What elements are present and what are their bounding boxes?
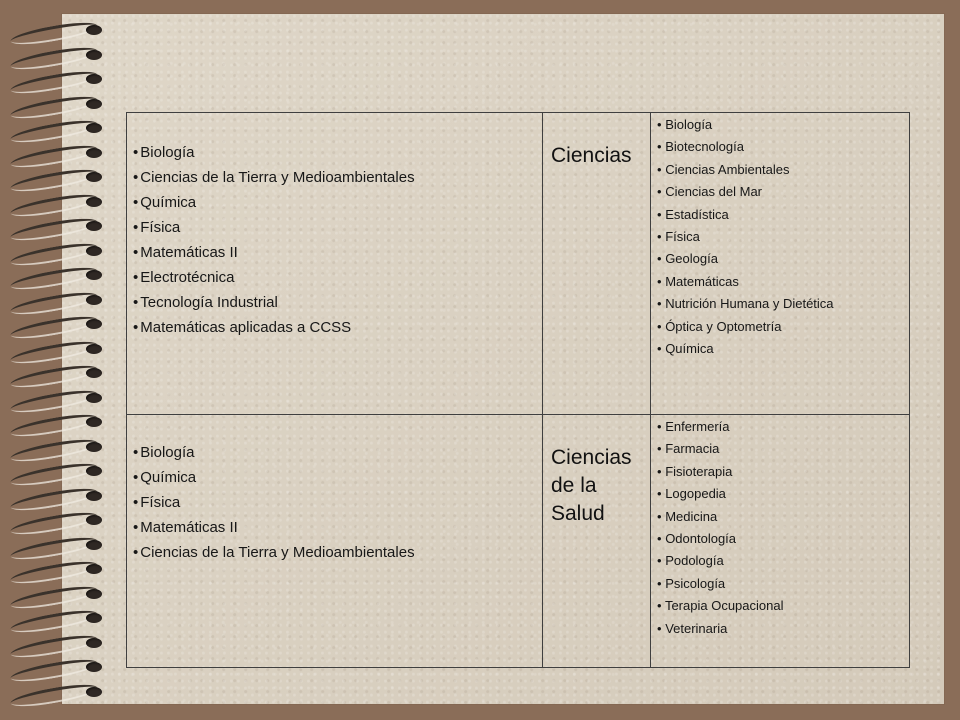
binding-wire [9,655,98,685]
binding-wire [9,141,98,171]
bullet-icon: • [657,184,662,200]
bullet-icon: • [133,544,139,561]
binding-wire [9,435,98,465]
row-1-degrees [657,114,834,360]
punch-hole [86,466,102,476]
binding-ring [8,610,108,628]
degree-item [657,528,783,550]
punch-hole [86,442,102,452]
bullet-icon: • [657,117,662,132]
degree-label: Ciencias Ambientales [665,161,790,177]
degree-label: Logopedia [665,486,726,502]
subject-label: Matemáticas II [140,244,238,261]
row-divider [127,414,909,415]
subject-item [133,290,415,315]
bullet-icon: • [133,219,139,236]
degree-item [657,293,834,315]
degree-label: Podología [665,553,724,569]
degree-item [657,316,834,338]
degree-item [657,136,834,158]
binding-wire [9,533,98,563]
bullet-icon: • [657,486,662,502]
degree-item [657,159,834,181]
degree-item [657,204,834,226]
punch-hole [86,638,102,648]
degree-label: Física [665,229,700,245]
bullet-icon: • [657,161,662,177]
degree-label: Veterinaria [665,620,728,636]
binding-ring [8,684,108,702]
row-2-degrees [657,416,783,640]
binding-ring [8,96,108,114]
degree-label: Geología [665,251,718,267]
binding-wire [9,312,98,342]
degree-label: Estadística [665,206,729,222]
binding-wire [9,239,98,269]
punch-hole [86,74,102,84]
binding-ring [8,169,108,187]
subject-item [133,490,415,515]
punch-hole [86,662,102,672]
punch-hole [86,123,102,133]
degree-item [657,181,834,203]
degree-item [657,338,834,360]
bullet-icon: • [657,463,662,479]
degree-label: Química [665,341,714,357]
row-2-subjects [133,440,415,565]
subject-label: Matemáticas aplicadas a CCSS [140,319,352,336]
binding-ring [8,488,108,506]
binding-wire [9,288,98,318]
binding-wire [9,508,98,538]
subjects-degrees-table [126,112,910,668]
binding-wire [9,557,98,587]
bullet-icon: • [133,144,139,161]
degree-item [657,461,783,483]
subject-label: Tecnología Industrial [140,294,278,311]
punch-hole [86,246,102,256]
punch-hole [86,50,102,60]
row-2-area [551,444,647,528]
subject-label: Química [140,469,197,486]
binding-wire [9,43,98,73]
binding-ring [8,218,108,236]
binding-wire [9,214,98,244]
bullet-icon: • [657,620,662,636]
binding-wire [9,92,98,122]
punch-hole [86,417,102,427]
punch-hole [86,221,102,231]
column-divider-1 [542,113,543,667]
bullet-icon: • [133,519,139,536]
bullet-icon: • [133,319,139,336]
binding-wire [9,680,98,710]
punch-hole [86,270,102,280]
punch-hole [86,197,102,207]
binding-ring [8,145,108,163]
bullet-icon: • [657,598,662,614]
binding-ring [8,316,108,334]
binding-ring [8,537,108,555]
bullet-icon: • [657,419,662,434]
bullet-icon: • [657,273,662,289]
punch-hole [86,25,102,35]
binding-ring [8,243,108,261]
bullet-icon: • [657,251,662,267]
area-title-line: de la [551,474,597,497]
degree-label: Ciencias del Mar [665,184,763,200]
binding-ring [8,512,108,530]
degree-item [657,483,783,505]
subject-label: Electrotécnica [140,269,235,286]
row-1-area [551,142,647,170]
binding-wire [9,190,98,220]
bullet-icon: • [133,294,139,311]
binding-ring [8,414,108,432]
punch-hole [86,393,102,403]
punch-hole [86,344,102,354]
degree-label: Psicología [665,575,726,591]
bullet-icon: • [657,139,662,155]
degree-label: Enfermería [665,419,730,434]
subject-item [133,440,415,465]
bullet-icon: • [133,269,139,286]
degree-item [657,618,783,640]
degree-item [657,595,783,617]
binding-wire [9,67,98,97]
binding-ring [8,586,108,604]
binding-ring [8,71,108,89]
subject-label: Ciencias de la Tierra y Medioambientales [140,169,415,186]
bullet-icon: • [657,229,662,245]
degree-label: Odontología [665,531,737,547]
bullet-icon: • [133,469,139,486]
subject-item [133,140,415,165]
binding-ring [8,365,108,383]
subject-label: Química [140,194,197,211]
punch-hole [86,540,102,550]
bullet-icon: • [133,194,139,211]
area-title-line: Salud [551,502,605,525]
binding-wire [9,337,98,367]
binding-ring [8,194,108,212]
subject-item [133,540,415,565]
degree-label: Terapia Ocupacional [664,598,784,614]
punch-hole [86,368,102,378]
bullet-icon: • [657,575,662,591]
subject-label: Biología [140,444,195,461]
degree-label: Nutrición Humana y Dietética [665,296,834,312]
binding-ring [8,561,108,579]
binding-ring [8,47,108,65]
binding-ring [8,659,108,677]
subject-label: Biología [140,144,195,161]
degree-label: Farmacia [665,441,720,457]
subject-item [133,265,415,290]
subject-label: Ciencias de la Tierra y Medioambientales [140,544,415,561]
binding-ring [8,267,108,285]
binding-ring [8,463,108,481]
subject-item [133,215,415,240]
area-title-line: Ciencias [551,144,632,167]
binding-wire [9,165,98,195]
degree-item [657,248,834,270]
punch-hole [86,99,102,109]
binding-wire [9,484,98,514]
bullet-icon: • [657,318,662,334]
degree-label: Matemáticas [665,273,739,289]
bullet-icon: • [657,441,662,457]
bullet-icon: • [657,553,662,569]
degree-item [657,416,783,438]
binding-wire [9,361,98,391]
binding-wire [9,116,98,146]
binding-wire [9,386,98,416]
degree-item [657,438,783,460]
bullet-icon: • [657,206,662,222]
subject-item [133,240,415,265]
degree-label: Medicina [665,508,718,524]
bullet-icon: • [657,508,662,524]
degree-label: Óptica y Optometría [665,318,782,334]
subject-label: Física [140,494,181,511]
degree-label: Biología [665,117,713,132]
punch-hole [86,687,102,697]
subject-item [133,315,415,340]
degree-label: Fisioterapia [665,463,733,479]
punch-hole [86,613,102,623]
subject-item [133,465,415,490]
subject-label: Matemáticas II [140,519,238,536]
degree-item [657,573,783,595]
area-title-line: Ciencias [551,446,632,469]
binding-wire [9,582,98,612]
bullet-icon: • [657,341,662,357]
binding-wire [9,631,98,661]
binding-wire [9,18,98,48]
column-divider-2 [650,113,651,667]
punch-hole [86,295,102,305]
binding-wire [9,606,98,636]
degree-item [657,226,834,248]
subject-item [133,515,415,540]
binding-ring [8,22,108,40]
punch-hole [86,515,102,525]
degree-label: Biotecnología [665,139,744,155]
binding-ring [8,439,108,457]
subject-item [133,190,415,215]
degree-item [657,506,783,528]
binding-ring [8,292,108,310]
degree-item [657,550,783,572]
binding-ring [8,341,108,359]
punch-hole [86,589,102,599]
binding-wire [9,410,98,440]
bullet-icon: • [133,169,139,186]
bullet-icon: • [133,244,139,261]
bullet-icon: • [133,494,139,511]
spiral-binding [8,22,108,702]
binding-wire [9,459,98,489]
bullet-icon: • [657,296,662,312]
bullet-icon: • [657,531,662,547]
degree-item [657,114,834,136]
punch-hole [86,319,102,329]
binding-ring [8,120,108,138]
binding-ring [8,635,108,653]
punch-hole [86,148,102,158]
binding-wire [9,263,98,293]
punch-hole [86,172,102,182]
bullet-icon: • [133,444,139,461]
row-1-subjects [133,140,415,340]
punch-hole [86,564,102,574]
subject-label: Física [140,219,181,236]
subject-item [133,165,415,190]
punch-hole [86,491,102,501]
binding-ring [8,390,108,408]
degree-item [657,271,834,293]
